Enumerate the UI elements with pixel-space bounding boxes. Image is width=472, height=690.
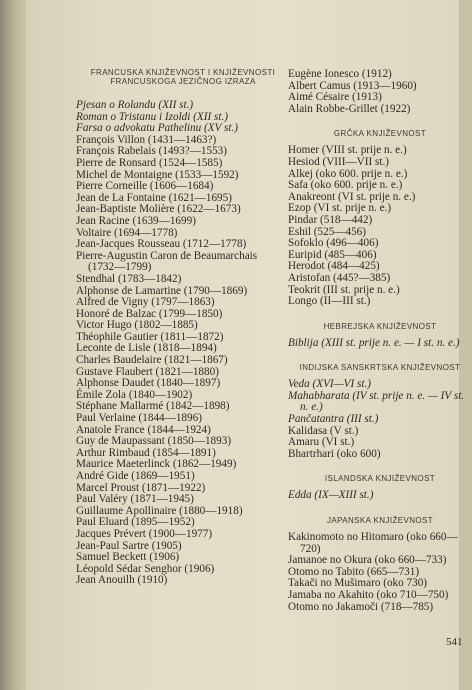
entry-item: Paul Valéry (1871—1945) [76,493,194,506]
entry-item: Eshil (525—456) [288,225,366,238]
entry-item: Charles Baudelaire (1821—1867) [76,354,228,367]
section-title: JAPANSKA KNJIŽEVNOST [326,516,434,526]
entry-item: Jamaba no Akahito (oko 710—750) [288,589,449,601]
entry-item: Hesiod (VIII—VII st.) [288,155,389,168]
entry-item: François Villon (1431—1463?) [76,133,217,146]
entry-item: Homer (VIII st. prije n. e.) [288,144,407,157]
entry-item: Mahabharata (IV st. prije n. e. — IV st. n. e.) [288,389,465,414]
entry-item: Paul Verlaine (1844—1896) [76,412,202,425]
literature-section [288,363,472,460]
book-gutter-shadow [0,0,26,690]
entry-item: Victor Hugo (1802—1885) [76,319,198,332]
entry-item: Edda (IX—XIII st.) [288,489,374,502]
entry-item: Pierre-Augustin Caron de Beaumarchais (1732—1799) [76,249,258,274]
entry-item: Maurice Maeterlinck (1862—1949) [76,458,237,471]
entry-item: Alain Robbe-Grillet (1922) [288,102,411,115]
entry-item: Alkej (oko 600. prije n. e.) [288,167,408,180]
entry-item: Jean Anouilh (1910) [76,574,168,587]
entry-item: Aristofan (445?—385) [288,271,391,284]
section-title: ISLANDSKA KNJIŽEVNOST [324,474,436,484]
entry-item: Kalidasa (V st.) [288,424,359,437]
entry-item: Alfred de Vigny (1797—1863) [76,296,215,309]
entry-item: Veda (XVI—VI st.) [288,378,371,391]
entry-item: Takači no Mušimaro (oko 730) [288,577,428,590]
french-entries-continued [288,69,472,115]
entry-item: Voltaire (1694—1778) [76,226,178,239]
left-column [76,68,280,587]
entry-item: Léopold Sédar Senghor (1906) [76,562,215,575]
entry-item: Jean-Paul Sartre (1905) [76,539,182,552]
entry-item: Aimé Césaire (1913) [288,91,382,104]
entry-item: Otomo no Jakamoči (718—785) [288,600,434,613]
entry-item: Paul Eluard (1895—1952) [76,516,195,529]
entry-item: Alphonse Daudet (1840—1897) [76,377,221,390]
entry-item: Anatole France (1844—1924) [76,423,211,436]
entry-item: Albert Camus (1913—1960) [288,79,417,92]
section-title: INDIJSKA SANSKRTSKA KNJIŽEVNOST [299,363,461,373]
right-column [288,69,472,613]
entry-item: Euripid (485—406) [288,248,377,261]
entry-item: Stéphane Mallarmé (1842—1898) [76,400,230,413]
entry-item: Kakinomoto no Hitomaro (oko 660—720) [288,531,458,555]
entry-item: Otomo no Tabito (665—731) [288,565,420,578]
entry-item: Eugène Ionesco (1912) [288,68,392,80]
entry-item: Gustave Flaubert (1821—1880) [76,365,219,378]
section-title: HEBREJSKA KNJIŽEVNOST [323,321,437,331]
entry-item: Jamanoe no Okura (oko 660—733) [288,554,447,567]
entry-item: Jean-Jacques Rousseau (1712—1778) [76,238,247,251]
literature-section [288,322,472,350]
entry-item: Pierre Corneille (1606—1684) [76,180,214,193]
entry-item: Leconte de Lisle (1818—1894) [76,342,217,355]
entry-item: Biblija (XIII st. prije n. e. — I st. n. e.) [288,336,460,349]
entry-item: François Rabelais (1493?—1553) [76,145,227,158]
entry-item: Samuel Beckett (1906) [76,551,180,564]
entry-item: Jean Racine (1639—1699) [76,214,196,227]
literature-section [288,129,472,307]
literature-section [288,474,472,502]
entry-item: Bhartrhari (oko 600) [288,447,381,460]
page-number: 541 [446,636,463,648]
entry-item: Safa (oko 600. prije n. e.) [288,179,403,192]
entry-item: Guillaume Apollinaire (1880—1918) [76,504,243,517]
entry-item: André Gide (1869—1951) [76,470,195,482]
entry-item: Roman o Tristanu i Izoldi (XII st.) [76,110,228,123]
section-title-french: FRANCUSKA KNJIŽEVNOST I KNJIŽEVNOSTI FRANCUSKOGA JEZIČNOG IZRAZA [90,68,276,86]
entry-item: Théophile Gautier (1811—1872) [76,330,224,343]
entry-item: Herodot (484—425) [288,260,380,273]
entry-item: Pindar (518—442) [288,213,373,226]
entry-item: Jean-Baptiste Molière (1622—1673) [76,203,241,216]
entry-item: Ezop (VI st. prije n. e.) [288,202,392,215]
entry-item: Arthur Rimbaud (1854—1891) [76,446,216,459]
entry-item: Stendhal (1783—1842) [76,272,182,285]
entry-item: Jacques Prévert (1900—1977) [76,527,213,540]
entry-item: Pierre de Ronsard (1524—1585) [76,156,223,169]
literature-section [288,516,472,613]
entry-item: Anakreont (VI st. prije n. e.) [288,190,416,203]
entry-item: Longo (II—III st.) [288,295,371,308]
entry-item: Émile Zola (1840—1902) [76,388,193,401]
entry-item: Sofoklo (496—406) [288,237,379,250]
section-title: GRČKA KNJIŽEVNOST [333,129,427,139]
french-entries-list [76,100,280,587]
entry-item: Jean de La Fontaine (1621—1695) [76,191,232,204]
right-sections [288,129,472,613]
entry-item: Honoré de Balzac (1799—1850) [76,307,223,320]
entry-item: Pjesan o Rolandu (XII st.) [76,99,194,111]
entry-item: Teokrit (III st. prije n. e.) [288,283,400,296]
entry-item: Pančatantra (III st.) [288,413,379,426]
entry-item: Marcel Proust (1871—1922) [76,481,206,494]
book-page [26,0,465,690]
entry-item: Alphonse de Lamartine (1790—1869) [76,284,248,297]
entry-item: Guy de Maupassant (1850—1893) [76,435,232,448]
entry-item: Farsa o advokatu Pathelinu (XV st.) [76,122,238,135]
entry-item: Amaru (VI st.) [288,436,355,449]
entry-item: Michel de Montaigne (1533—1592) [76,168,239,181]
